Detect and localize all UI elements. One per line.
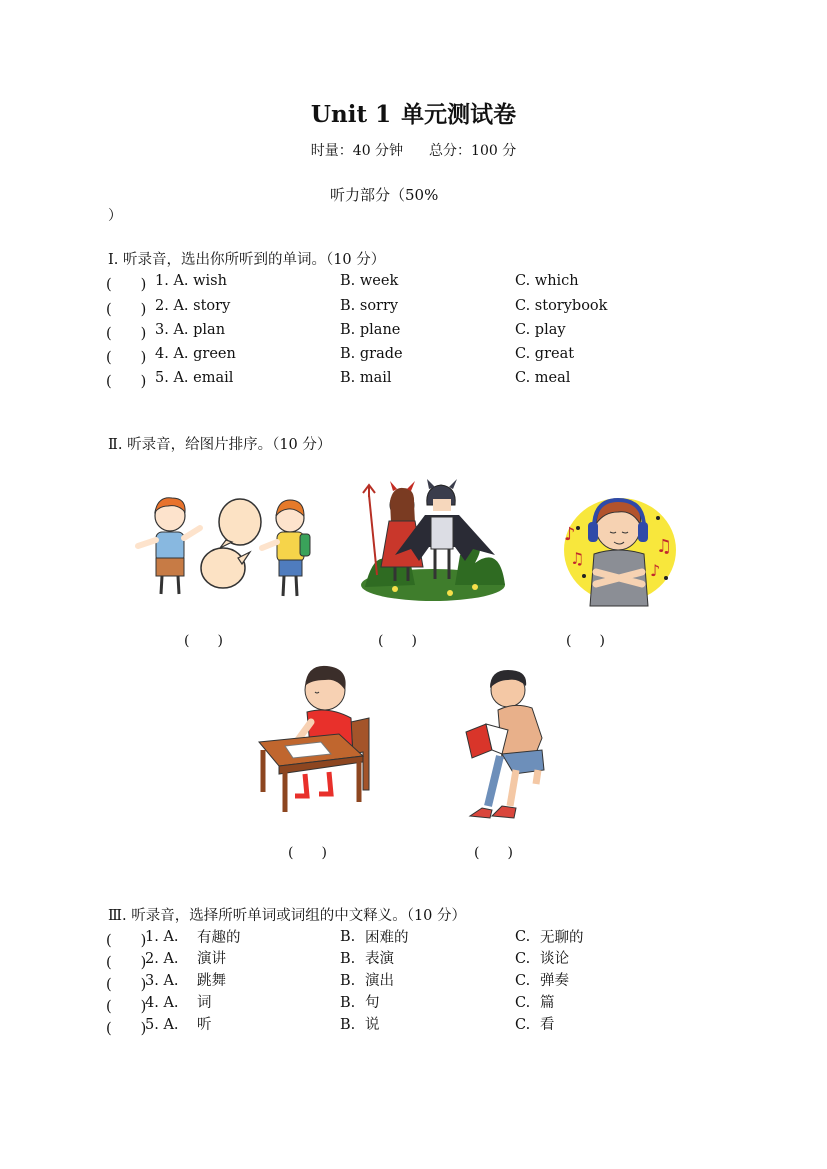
s3-q5-b-label: B. [340, 1017, 356, 1033]
s3-q1-paren[interactable]: ( ) [106, 933, 147, 949]
part-heading-close: ） [108, 208, 122, 224]
s1-q5-b: B. mail [340, 370, 392, 386]
s3-q3-c-label: C. [515, 973, 531, 989]
s1-q4-a: 4. A. green [155, 346, 236, 362]
s1-q1-c: C. which [515, 273, 579, 289]
s3-q2-c-label: C. [515, 951, 531, 967]
s1-q5-paren[interactable]: ( ) [106, 374, 147, 390]
s3-q1-b: 困难的 [365, 930, 409, 946]
s3-q1-b-label: B. [340, 929, 356, 945]
s3-q1-c-label: C. [515, 929, 531, 945]
s3-q5-num: 5. A. [145, 1017, 179, 1033]
time-limit: 时量：40 分钟 [310, 143, 404, 159]
pic1-blank[interactable]: ( ) [184, 633, 223, 649]
boy-writing-picture [255, 662, 375, 824]
s3-q3-c: 弹奏 [540, 973, 569, 989]
s1-q4-b: B. grade [340, 346, 403, 362]
section1-title: Ⅰ. 听录音，选出你所听到的单词。（10 分） [108, 252, 386, 268]
s3-q4-c: 篇 [540, 995, 555, 1011]
s3-q5-b: 说 [365, 1017, 380, 1033]
s1-q5-c: C. meal [515, 370, 571, 386]
s3-q2-a: 演讲 [197, 951, 226, 967]
costume-play-picture [355, 475, 510, 603]
section2-title: Ⅱ. 听录音，给图片排序。（10 分） [108, 437, 332, 453]
s3-q2-paren[interactable]: ( ) [106, 955, 147, 971]
s3-q4-b: 句 [365, 995, 380, 1011]
s1-q3-c: C. play [515, 322, 566, 338]
s3-q2-num: 2. A. [145, 951, 179, 967]
title-chinese: 单元测试卷 [401, 101, 517, 128]
s3-q1-a: 有趣的 [197, 930, 241, 946]
s1-q3-a: 3. A. plan [155, 322, 226, 338]
s3-q3-num: 3. A. [145, 973, 179, 989]
s3-q4-a: 词 [197, 995, 212, 1011]
s3-q3-paren[interactable]: ( ) [106, 977, 147, 993]
svg-text:♪: ♪ [564, 524, 576, 545]
s1-q1-b: B. week [340, 273, 399, 289]
s3-q5-a: 听 [197, 1017, 212, 1033]
svg-text:♫: ♫ [570, 549, 585, 568]
svg-text:♪: ♪ [650, 561, 661, 580]
s3-q5-c-label: C. [515, 1017, 531, 1033]
s1-q2-paren[interactable]: ( ) [106, 302, 147, 318]
section3-title: Ⅲ. 听录音，选择所听单词或词组的中文释义。（10 分） [108, 908, 467, 924]
s3-q4-num: 4. A. [145, 995, 179, 1011]
s1-q2-c: C. storybook [515, 298, 608, 314]
s3-q2-c: 谈论 [540, 951, 569, 967]
exam-meta [0, 140, 827, 160]
s1-q5-a: 5. A. email [155, 370, 234, 386]
page-title [0, 96, 827, 129]
part-heading: 听力部分（50% [330, 186, 439, 204]
s1-q4-paren[interactable]: ( ) [106, 350, 147, 366]
s1-q3-paren[interactable]: ( ) [106, 326, 147, 342]
pic2-blank[interactable]: ( ) [378, 633, 417, 649]
s3-q4-c-label: C. [515, 995, 531, 1011]
s1-q1-paren[interactable]: ( ) [106, 277, 147, 293]
children-talking-picture [128, 490, 323, 608]
s3-q1-num: 1. A. [145, 929, 179, 945]
listening-music-picture [558, 488, 683, 613]
pic5-blank[interactable]: ( ) [474, 845, 513, 861]
s3-q2-b: 表演 [365, 951, 394, 967]
s1-q2-a: 2. A. story [155, 298, 231, 314]
pic3-blank[interactable]: ( ) [566, 633, 605, 649]
s3-q5-c: 看 [540, 1017, 555, 1033]
s3-q4-paren[interactable]: ( ) [106, 999, 147, 1015]
man-reading-picture [462, 666, 562, 824]
pic4-blank[interactable]: ( ) [288, 845, 327, 861]
s3-q3-b: 演出 [365, 973, 394, 989]
s3-q1-c: 无聊的 [540, 930, 584, 946]
s3-q3-b-label: B. [340, 973, 356, 989]
s3-q5-paren[interactable]: ( ) [106, 1021, 147, 1037]
total-score: 总分：100 分 [429, 143, 517, 159]
s3-q3-a: 跳舞 [197, 973, 226, 989]
svg-text:♫: ♫ [656, 536, 673, 557]
title-english: Unit 1 [310, 101, 392, 128]
s1-q3-b: B. plane [340, 322, 401, 338]
s1-q4-c: C. great [515, 346, 575, 362]
s3-q2-b-label: B. [340, 951, 356, 967]
s3-q4-b-label: B. [340, 995, 356, 1011]
s1-q2-b: B. sorry [340, 298, 399, 314]
s1-q1-a: 1. A. wish [155, 273, 227, 289]
